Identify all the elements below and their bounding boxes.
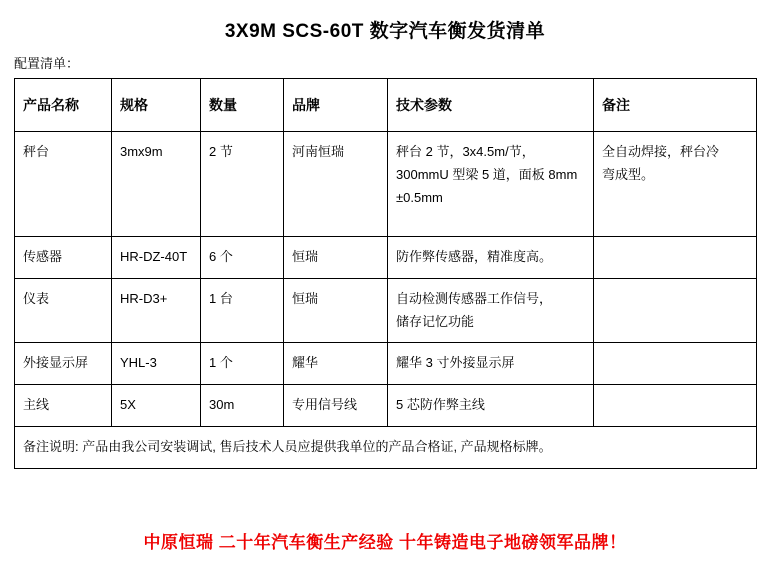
page-title: 3X9M SCS-60T 数字汽车衡发货清单 — [224, 21, 546, 42]
spec-table — [14, 78, 757, 469]
cell-params — [388, 237, 594, 279]
cell-remark — [594, 385, 757, 427]
cell-qty: 30m — [201, 385, 284, 427]
column-header-qty: 数量 — [201, 79, 284, 132]
remark-line: 弯成型。 — [602, 166, 655, 182]
table-row — [15, 343, 757, 385]
param-line: 5 芯防作弊主线 — [396, 397, 485, 412]
cell-params — [388, 385, 594, 427]
remark-line: 全自动焊接，秤台冷 — [602, 144, 720, 159]
cell-spec: YHL-3 — [112, 343, 201, 385]
table-row — [15, 385, 757, 427]
param-line: 300mmU 型梁 5 道，面板 8mm — [396, 166, 578, 182]
cell-remark — [594, 237, 757, 279]
param-line: ±0.5mm — [396, 189, 443, 205]
param-line: 防作弊传感器，精准度高。 — [396, 249, 553, 264]
cell-product-name: 外接显示屏 — [15, 343, 112, 385]
cell-qty: 1 个 — [201, 343, 284, 385]
column-header-remark: 备注 — [594, 79, 757, 132]
cell-remark — [594, 278, 757, 343]
cell-remark — [594, 132, 757, 237]
table-header-row — [15, 79, 757, 132]
cell-qty: 1 台 — [201, 278, 284, 343]
column-header-name: 产品名称 — [15, 79, 112, 132]
cell-product-name: 传感器 — [15, 237, 112, 279]
cell-product-name: 仪表 — [15, 278, 112, 343]
param-line: 耀华 3 寸外接显示屏 — [396, 355, 515, 371]
cell-spec: HR-D3+ — [112, 278, 201, 343]
cell-qty: 6 个 — [201, 237, 284, 279]
cell-params — [388, 132, 594, 237]
cell-remark — [594, 343, 757, 385]
param-line: 自动检测传感器工作信号， — [396, 290, 553, 306]
cell-spec: HR-DZ-40T — [112, 237, 201, 279]
table-row — [15, 278, 757, 343]
cell-qty: 2 节 — [201, 132, 284, 237]
table-note-row — [15, 426, 757, 468]
cell-params — [388, 278, 594, 343]
cell-product-name: 主线 — [15, 385, 112, 427]
column-header-brand: 品牌 — [284, 79, 388, 132]
column-header-spec: 规格 — [112, 79, 201, 132]
cell-spec: 3mx9m — [112, 132, 201, 237]
cell-params — [388, 343, 594, 385]
cell-spec: 5X — [112, 385, 201, 427]
cell-brand: 恒瑞 — [284, 237, 388, 279]
footer-slogan: 中原恒瑞 二十年汽车衡生产经验 十年铸造电子地磅领军品牌！ — [143, 533, 627, 552]
note-text: 备注说明: 产品由我公司安装调试, 售后技术人员应提供我单位的产品合格证, 产品规格标牌。 — [15, 426, 757, 468]
cell-product-name: 秤台 — [15, 132, 112, 237]
column-header-params: 技术参数 — [388, 79, 594, 132]
table-row — [15, 132, 757, 237]
cell-brand: 恒瑞 — [284, 278, 388, 343]
param-line: 秤台 2 节，3x4.5m/节， — [396, 144, 535, 159]
cell-brand: 耀华 — [284, 343, 388, 385]
table-row — [15, 237, 757, 279]
cell-brand: 河南恒瑞 — [284, 132, 388, 237]
param-line: 储存记忆功能 — [396, 313, 475, 329]
cell-brand: 专用信号线 — [284, 385, 388, 427]
config-list-label: 配置清单： — [14, 56, 80, 71]
